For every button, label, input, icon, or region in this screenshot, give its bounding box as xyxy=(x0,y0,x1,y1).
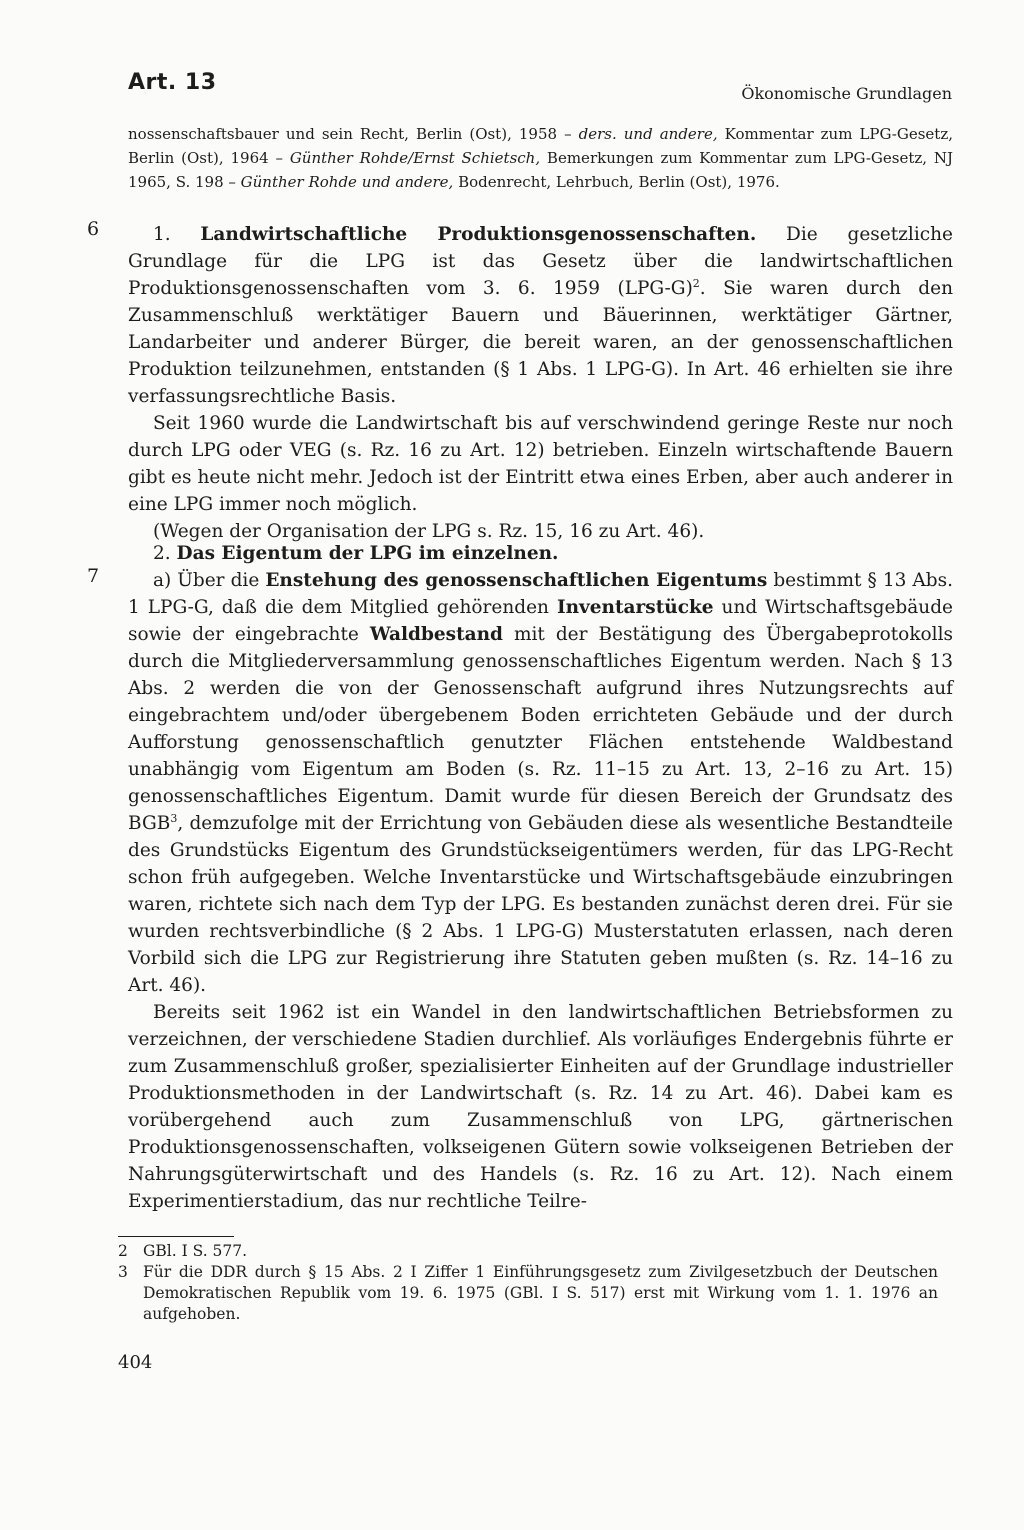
section-2-heading-line: 2. Das Eigentum der LPG im einzelnen. xyxy=(153,543,559,564)
literature-references: nossenschaftsbauer und sein Recht, Berlin (Ost), 1958 – ders. und andere, Kommentar zum LPG-Gesetz, Berlin (Ost), 1964 – Günther Rohde/Ernst Schietsch, Bemerkungen zum Kommentar zum LPG-Gesetz, NJ 1965, S. 198 – Günther Rohde und andere, Bodenrecht, Lehrbuch, Berlin (Ost), 1976. xyxy=(128,125,953,191)
article-heading: Art. 13 xyxy=(128,70,217,95)
section-1-heading: Landwirtschaftliche Produktionsgenossenschaften. xyxy=(200,224,757,245)
footnote-ref-2: 2 xyxy=(692,277,700,290)
section-2-paragraph-a: a) Über die Enstehung des genossenschaftlichen Eigentums bestimmt § 13 Abs. 1 LPG-G, daß die dem Mitglied gehörenden Inventarstücke und Wirtschaftsgebäude sowie der eingebrachte Waldbestand mit der Bestätigung des Übergabeprotokolls durch die Mitgliederversammlung genossenschaftliches Eigentum werden. Nach § 13 Abs. 2 werden die von der Genossenschaft aufgrund ihres Nutzungsrechts auf eingebrachtem und/oder übergebenem Boden errichteten Gebäude und der durch Aufforstung genossenschaftlich genutzter Flächen entstehende Waldbestand unabhängig vom Eigentum am Boden (s. Rz. 11–15 zu Art. 13, 2–16 zu Art. 15) genossenschaftliches Eigentum. Damit wurde für diesen Bereich der Grundsatz des BGB$^3$, demzufolge mit der Errichtung von Gebäuden diese als wesentliche Bestandteile des Grundstücks Eigentum des Grundstückseigentümers werden, für das LPG-Recht schon früh aufgegeben. Welche Inventarstücke und Wirtschaftsgebäude einzubringen waren, richtete sich nach dem Typ der LPG. Es bestanden zunächst deren drei. Für sie wurden rechtsverbindliche (§ 2 Abs. 1 LPG-G) Musterstatuten erlassen, nach deren Vorbild sich die LPG zur Registrierung ihre Statuten geben mußten (s. Rz. 14–16 zu Art. 46). xyxy=(128,570,953,996)
footnote: 3 Für die DDR durch § 15 Abs. 2 I Ziffer 1 Einführungsgesetz zum Zivilgesetzbuch der Deutschen Demokratischen Republik vom 19. 6. 1975 (GBl. I S. 517) erst mit Wirkung vom 1. 1. 1976 an aufgehoben. xyxy=(118,1263,938,1323)
margin-number-6: 6 xyxy=(87,218,100,240)
section-1-paragraph-2: Seit 1960 wurde die Landwirtschaft bis auf verschwindend geringe Reste nur noch durch LPG oder VEG (s. Rz. 16 zu Art. 12) betrieben. Einzeln wirtschaftende Bauern gibt es heute nicht mehr. Jedoch ist der Eintritt etwa eines Erben, aber auch anderer in eine LPG immer noch möglich. xyxy=(128,413,953,515)
footnote: 2 GBl. I S. 577. xyxy=(118,1242,248,1260)
section-1-paragraph-3: (Wegen der Organisation der LPG s. Rz. 15, 16 zu Art. 46). xyxy=(153,521,705,542)
section-2-paragraph-2: Bereits seit 1962 ist ein Wandel in den landwirtschaftlichen Betriebsformen zu verzeichnen, der verschiedene Stadien durchlief. Als vorläufiges Endergebnis führte er zum Zusammenschluß großer, spezialisierter Einheiten auf der Grundlage industrieller Produktionsmethoden in der Landwirtschaft (s. Rz. 14 zu Art. 46). Dabei kam es vorübergehend auch zum Zusammenschluß von LPG, gärtnerischen Produktionsgenossenschaften, volkseigenen Gütern sowie volkseigenen Betrieben der Nahrungsgüterwirtschaft und des Handels (s. Rz. 16 zu Art. 12). Nach einem Experimentierstadium, das nur rechtliche Teilre- xyxy=(128,1002,953,1212)
section-1-paragraph-1: 1. Landwirtschaftliche Produktionsgenossenschaften. Die gesetzliche Grundlage für die LPG ist das Gesetz über die landwirtschaftlichen Produktionsgenossenschaften vom 3. 6. 1959 $(LPG-G)^2$. Sie waren durch den Zusammenschluß werktätiger Bauern und Bäuerinnen, werktätiger Gärtner, Landarbeiter und anderer Bürger, die bereit waren, an der genossenschaftlichen Produktion teilzunehmen, entstanden (§ 1 Abs. 1 LPG-G). In Art. 46 erhielten sie ihre verfassungsrechtliche Basis. xyxy=(128,224,953,407)
footnote-ref-3: 3 xyxy=(170,812,178,825)
footnote-divider xyxy=(118,1236,234,1237)
running-header: Ökonomische Grundlagen xyxy=(741,84,952,103)
page-number: 404 xyxy=(118,1352,153,1373)
section-2 xyxy=(128,540,953,1215)
margin-number-7: 7 xyxy=(87,565,100,587)
section-2-heading: Das Eigentum der LPG im einzelnen. xyxy=(176,543,559,564)
section-1 xyxy=(128,221,953,545)
footnotes xyxy=(118,1241,938,1325)
